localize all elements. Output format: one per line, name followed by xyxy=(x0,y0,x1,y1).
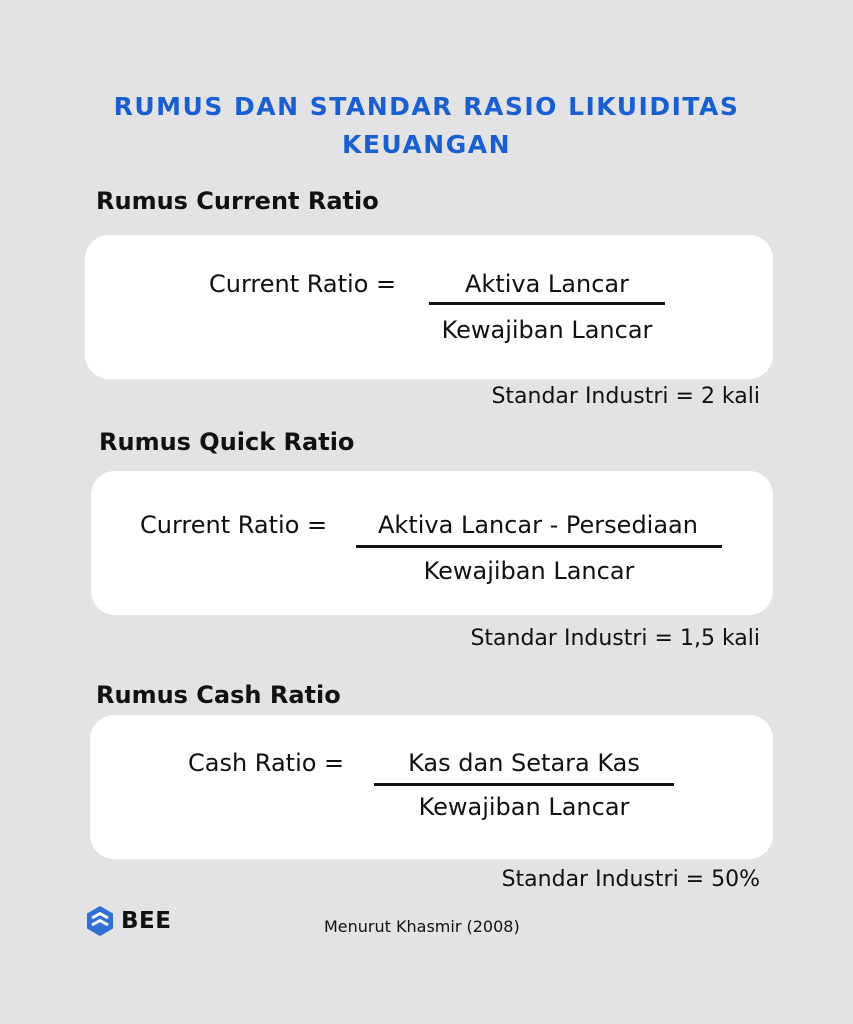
quick-ratio-formula-card xyxy=(91,471,773,615)
page-title-line-1: RUMUS DAN STANDAR RASIO LIKUIDITAS xyxy=(113,92,740,121)
cash-ratio-standard: Standar Industri = 50% xyxy=(501,867,760,892)
quick-ratio-formula-lhs: Current Ratio = xyxy=(140,511,328,539)
page-title-line-2: KEUANGAN xyxy=(341,130,512,159)
source-citation: Menurut Khasmir (2008) xyxy=(324,917,520,936)
current-ratio-formula-lhs: Current Ratio = xyxy=(209,270,397,298)
current-ratio-fraction-bar xyxy=(429,302,665,305)
bee-logo-text: BEE xyxy=(121,908,172,934)
current-ratio-heading: Rumus Current Ratio xyxy=(96,187,379,215)
cash-ratio-formula-lhs: Cash Ratio = xyxy=(188,749,345,777)
quick-ratio-heading: Rumus Quick Ratio xyxy=(99,428,355,456)
bee-logo xyxy=(85,905,171,937)
cash-ratio-denominator: Kewajiban Lancar xyxy=(418,793,630,821)
bee-hexagon-logo-icon xyxy=(85,905,115,937)
current-ratio-denominator: Kewajiban Lancar xyxy=(441,316,653,344)
quick-ratio-denominator: Kewajiban Lancar xyxy=(423,557,635,585)
current-ratio-formula-card xyxy=(85,235,773,379)
quick-ratio-numerator: Aktiva Lancar - Persediaan xyxy=(378,511,698,539)
current-ratio-standard: Standar Industri = 2 kali xyxy=(491,384,760,409)
quick-ratio-standard: Standar Industri = 1,5 kali xyxy=(470,626,760,651)
cash-ratio-heading: Rumus Cash Ratio xyxy=(96,681,341,709)
cash-ratio-formula-card xyxy=(90,715,773,859)
cash-ratio-fraction-bar xyxy=(374,783,674,786)
quick-ratio-fraction-bar xyxy=(356,545,722,548)
current-ratio-numerator: Aktiva Lancar xyxy=(465,270,629,298)
cash-ratio-numerator: Kas dan Setara Kas xyxy=(408,749,640,777)
page-title xyxy=(0,88,853,164)
